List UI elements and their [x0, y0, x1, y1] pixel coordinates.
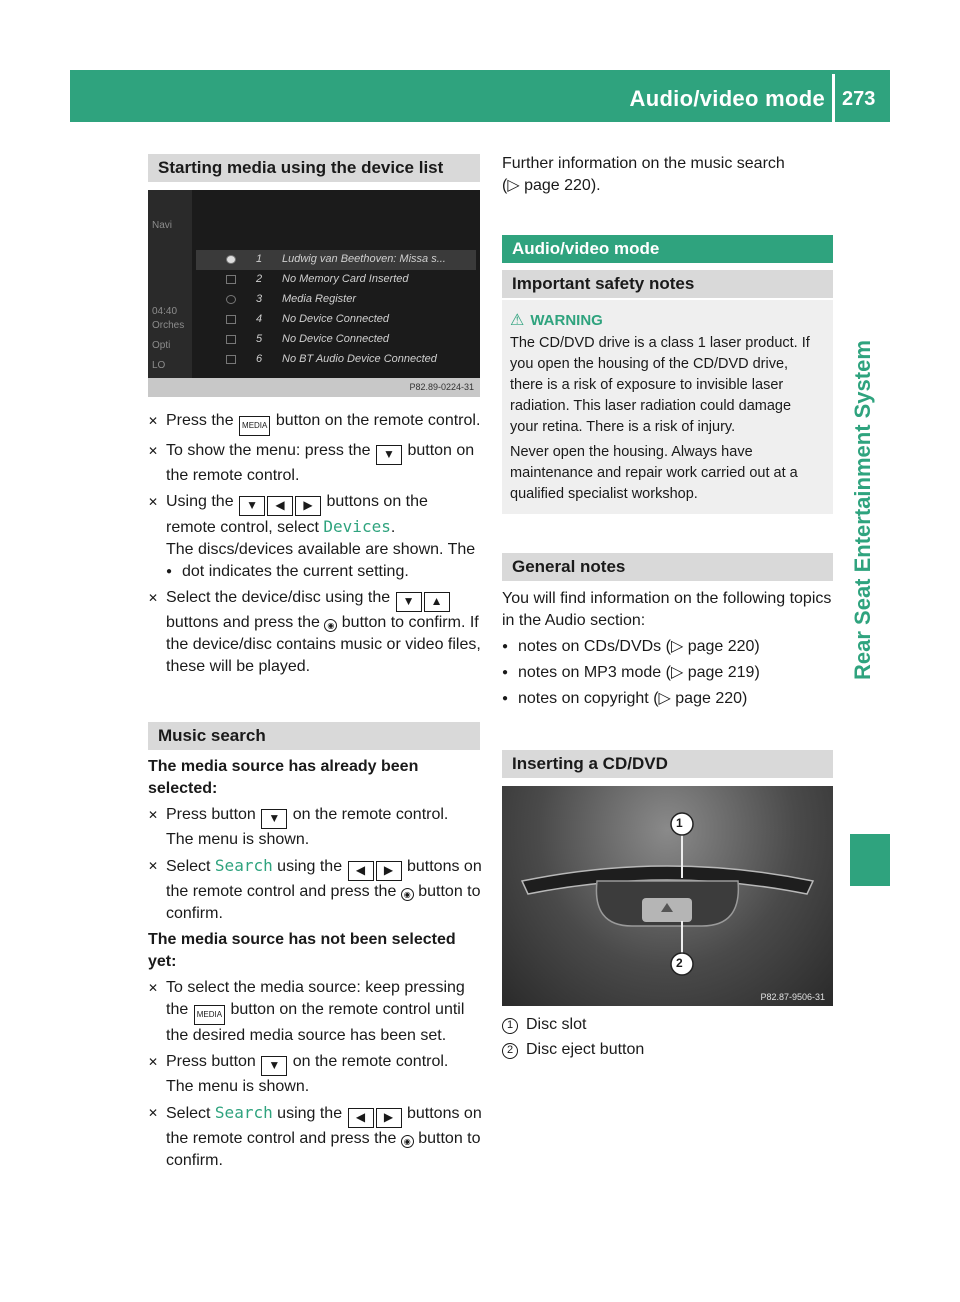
dot-note: ● dot indicates the current setting.	[166, 561, 482, 583]
screen-row-number: 6	[256, 353, 263, 365]
screen-row-label: No BT Audio Device Connected	[282, 353, 437, 365]
legend-item: 2 Disc eject button	[502, 1039, 832, 1061]
media-register-icon	[226, 295, 236, 304]
general-text: You will find information on the following topics in the Audio section:	[502, 590, 832, 629]
callout-number: 1	[502, 1018, 518, 1034]
down-key-icon: ▼	[261, 809, 287, 829]
instruction-step: ✕ Select the device/disc using the ▼ ▲ buttons and press the ◉ button to confirm. If the device/disc contains music or video files, these will be played.	[148, 587, 482, 678]
reference-text: Further information on the music search	[502, 155, 785, 172]
memory-card-icon	[226, 275, 236, 284]
list-item: ● notes on MP3 mode (▷ page 219)	[502, 662, 834, 684]
list-item: ● notes on copyright (▷ page 220)	[502, 688, 834, 710]
device-list-screenshot	[148, 190, 480, 397]
screen-row-number: 4	[256, 313, 263, 325]
instruction-step: ✕ Press button ▼ on the remote control. The menu is shown.	[148, 1051, 482, 1098]
down-key-icon: ▼	[396, 592, 422, 612]
ok-key-icon: ◉	[401, 888, 414, 901]
screen-row-label: No Device Connected	[282, 333, 390, 345]
screen-row	[196, 350, 476, 370]
image-code: P82.87-9506-31	[760, 992, 825, 1002]
down-key-icon: ▼	[261, 1056, 287, 1076]
left-key-icon: ◀	[267, 496, 293, 516]
legend-item: 1 Disc slot	[502, 1014, 832, 1036]
callout-2-marker: 2	[676, 956, 683, 970]
warning-text: The CD/DVD drive is a class 1 laser product. If you open the housing of the CD/DVD drive, there is a risk of exposure to invisible laser radiation. This laser radiation could damage your retina. There is a risk of injury.	[510, 335, 810, 435]
warning-text: Never open the housing. Always have maintenance and repair work carried out at a qualified specialist workshop.	[510, 444, 798, 502]
down-key-icon: ▼	[239, 496, 265, 516]
callout-1-marker: 1	[676, 816, 683, 830]
header-divider	[832, 74, 835, 122]
screen-row-number: 5	[256, 333, 263, 345]
section-heading-insert-cd: Inserting a CD/DVD	[502, 750, 833, 778]
down-key-icon: ▼	[376, 445, 402, 465]
screen-row-label: No Memory Card Inserted	[282, 273, 409, 285]
right-key-icon: ▶	[295, 496, 321, 516]
callout-number: 2	[502, 1043, 518, 1059]
disc-icon	[226, 255, 236, 264]
screen-row-label: Ludwig van Beethoven: Missa s...	[282, 253, 446, 265]
instruction-step: ✕ Press the MEDIA button on the remote control.	[148, 410, 482, 436]
usb-icon	[226, 335, 236, 344]
screen-side-label: Orches	[152, 320, 185, 331]
screen-row-number: 1	[256, 253, 263, 265]
instruction-step: ✕ To select the media source: keep pressing the MEDIA button on the remote control until the desired media source has been set.	[148, 977, 482, 1047]
screen-row	[196, 290, 476, 310]
device-list-instructions	[148, 410, 482, 682]
callout-legend	[502, 1014, 832, 1061]
screen-side-label: 04:40	[152, 306, 178, 317]
warning-box	[502, 300, 833, 514]
screen-row-label: Media Register	[282, 293, 356, 305]
section-heading-device-list: Starting media using the device list	[148, 154, 480, 182]
ok-key-icon: ◉	[324, 619, 337, 632]
media-key-icon: MEDIA	[239, 416, 270, 436]
screen-row	[196, 270, 476, 290]
screen-side-label: Opti	[152, 340, 171, 351]
screen-side-label: Navi	[152, 220, 173, 231]
bluetooth-icon	[226, 355, 236, 364]
general-notes	[502, 588, 834, 714]
search-menu-item: Search	[214, 1103, 273, 1122]
instruction-step: ✕ Select Search using the ◀ ▶ buttons on the remote control and press the ◉ button to confirm.	[148, 1102, 482, 1172]
right-key-icon: ▶	[376, 861, 402, 881]
screen-row	[196, 250, 476, 270]
warning-heading: ⚠ WARNING	[510, 312, 603, 329]
devices-menu-item: Devices	[323, 517, 391, 536]
search-menu-item: Search	[214, 856, 273, 875]
instruction-step: ✕ Select Search using the ◀ ▶ buttons on the remote control and press the ◉ button to confirm.	[148, 855, 482, 925]
screen-side-label: LO	[152, 360, 166, 371]
section-heading-general: General notes	[502, 553, 833, 581]
side-tab-label: Rear Seat Entertainment System	[850, 340, 875, 680]
screen-row-number: 2	[256, 273, 263, 285]
condition-heading: The media source has not been selected yet:	[148, 931, 456, 970]
condition-heading: The media source has already been selected:	[148, 758, 419, 797]
section-heading-music-search: Music search	[148, 722, 480, 750]
page-title: Audio/video mode	[629, 86, 825, 111]
section-heading-safety: Important safety notes	[502, 270, 833, 298]
screen-row	[196, 330, 476, 350]
right-key-icon: ▶	[376, 1108, 402, 1128]
screen-row-number: 3	[256, 293, 263, 305]
cd-slot-illustration	[502, 786, 833, 986]
cd-slot-photo	[502, 786, 833, 1006]
ok-key-icon: ◉	[401, 1135, 414, 1148]
screen-device-list	[196, 250, 476, 370]
side-tab-marker	[850, 834, 890, 886]
usb-icon	[226, 315, 236, 324]
instruction-step: ✕ To show the menu: press the ▼ button on the remote control.	[148, 440, 482, 487]
screen-row-label: No Device Connected	[282, 313, 390, 325]
screen-side-panel	[148, 190, 192, 378]
left-key-icon: ◀	[348, 861, 374, 881]
instruction-step: ✕ Press button ▼ on the remote control. The menu is shown.	[148, 804, 482, 851]
image-code: P82.89-0224-31	[148, 378, 480, 397]
up-key-icon: ▲	[424, 592, 450, 612]
screen-row	[196, 310, 476, 330]
page-reference: (▷ page 220).	[502, 177, 601, 194]
music-search-reference	[502, 153, 832, 197]
media-key-icon: MEDIA	[194, 1005, 225, 1025]
list-item: ● notes on CDs/DVDs (▷ page 220)	[502, 636, 834, 658]
left-key-icon: ◀	[348, 1108, 374, 1128]
section-heading-audio-video: Audio/video mode	[502, 235, 833, 263]
instruction-step: ✕ Using the ▼ ◀ ▶ buttons on the remote control, select Devices. The discs/devices available are shown. The	[148, 491, 482, 561]
warning-triangle-icon: ⚠	[510, 312, 525, 329]
page-number: 273	[842, 88, 876, 110]
music-search-instructions	[148, 756, 482, 1176]
